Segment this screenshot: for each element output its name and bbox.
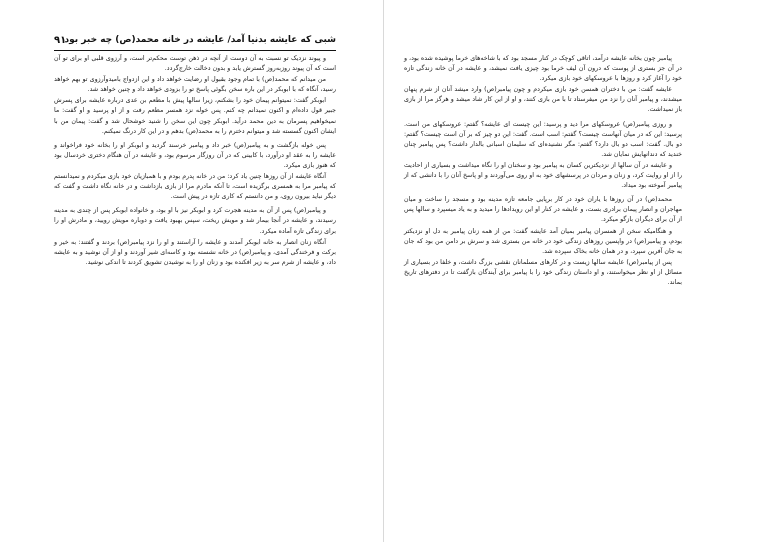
left-page-number: ٩١	[54, 35, 67, 46]
right-page-body	[404, 54, 682, 289]
left-paragraph: پس خوله بازگشت و به پیامبر(ص) خبر داد و پیامبر خرسند گردید و ابوبکر او را بخانه خود فراخواند و عایشه را به عقد او درآورد، با کابینی که در آن روزگار مرسوم بود، و عایشه در آن هنگام دختری خردسال بود که هنوز بازی میکرد.	[54, 141, 336, 169]
right-paragraph: عایشه گفت: من با دختران همسن خود بازی میکردم و چون پیامبر(ص) وارد میشد آنان از شرم پنهان میشدند، و پیامبر آنان را نزد من میفرستاد تا با من بازی کنند، و او از این کار شاد میشد و هرگز مرا از بازی باز نمیداشت.	[404, 86, 682, 114]
left-page-body	[54, 54, 336, 269]
right-paragraph: محمد(ص) در آن روزها با یاران خود در کار برپایی جامعه تازه مدینه بود و مسجد را ساخت و میان مهاجران و انصار پیمان برادری بست، و عایشه در کنار او این رویدادها را میدید و به یاد میسپرد و سالها پس از آن برای دیگران بازگو میکرد.	[404, 196, 682, 224]
left-page-header	[54, 34, 336, 51]
right-paragraph: و روزی پیامبر(ص) عروسکهای مرا دید و پرسید: این چیست ای عایشه؟ گفتم: عروسکهای من است. پرسید: این که در میان آنهاست چیست؟ گفتم: اسب است. گفت: این دو چیز که بر آن است چیست؟ گفتم: دو بال. گفت: اسب دو بال دارد؟ گفتم: مگر نشنیده‌ای که سلیمان اسبانی بالدار داشت؟ پس پیامبر چنان خندید که دندانهایش نمایان شد.	[404, 120, 682, 158]
left-paragraph: ابوبکر گفت: نمیتوانم پیمان خود را بشکنم، زیرا سالها پیش با مطعم بن عدی درباره عایشه برای پسرش جبیر قول داده‌ام و اکنون نمیدانم چه کنم. پس خوله نزد همسر مطعم رفت و از او پرسید و او گفت: ما نمیخواهیم پسرمان به دین محمد درآید. ابوبکر چون این سخن را شنید خوشحال شد و گفت: پیمان من با ایشان اکنون گسسته شد و میتوانم دخترم را به محمد(ص) بدهم و در این کار درنگ نمیکنم.	[54, 97, 336, 135]
left-paragraph: من میدانم که محمد(ص) با تمام وجود بقبول او رضایت خواهد داد و این ازدواج بامیدوآرزوی تو بهم خواهد رسید، آنگاه که با ابوبکر در این باره سخن بگوئی پاسخ تو را بزودی خواهد داد و چنین خواهد شد.	[54, 76, 336, 94]
right-paragraph: پس از پیامبر(ص) عایشه سالها زیست و در کارهای مسلمانان نقشی بزرگ داشت، و خلفا در بسیاری از مسائل از او نظر میخواستند، و او داستان زندگی خود را با پیامبر برای آیندگان بازگفت تا در دفترهای تاریخ بماند.	[404, 258, 682, 286]
right-paragraph: و هنگامیکه سخن از همسران پیامبر بمیان آمد عایشه گفت: من از همه زنان پیامبر به دل او نزدیکتر بودم، و پیامبر(ص) در واپسین روزهای زندگی خود در خانه من بستری شد و سرش بر دامن من بود که جان به جان آفرین سپرد، و در همان خانه بخاک سپرده شد.	[404, 227, 682, 255]
right-paragraph: و عایشه در آن سالها از نزدیکترین کسان به پیامبر بود و سخنان او را نگاه میداشت و بسیاری از احادیث را از او روایت کرد، و زنان و مردان در پرسشهای خود به او روی می‌آوردند و او پاسخ آنان را با دانشی که از پیامبر آموخته بود میداد.	[404, 161, 682, 190]
left-paragraph: و پیامبر(ص) پس از آن به مدینه هجرت کرد و ابوبکر نیز با او بود، و خانواده ابوبکر پس از چندی به مدینه رسیدند، و عایشه در آنجا بیمار شد و مویش ریخت، سپس بهبود یافت و دوباره مویش رویید، و مادرش او را برای زندگی تازه آماده میکرد.	[54, 207, 336, 235]
right-paragraph: پیامبر چون بخانه عایشه درآمد، اتاقی کوچک در کنار مسجد بود که با شاخه‌های خرما پوشیده شده بود، و در آن جز بستری از پوست که درون آن لیف خرما بود چیزی یافت نمیشد، و عایشه در آن خانه زندگی تازه خود را آغاز کرد و روزها با عروسکهای خود بازی میکرد.	[404, 55, 682, 83]
left-paragraph: و پیوند نزدیک تو نسبت به آن دوست از آنچه در ذهن توست محکم‌تر است، و آرزوی قلبی او برای تو آن است که آن پیوند روزبه‌روز گسترش یابد و بدون دخالت خارج‌گردد.	[54, 55, 336, 73]
left-running-title: شبی که عایشه بدنیا آمد/ عایشه در خانه محمد(ص) چه خبر بود	[64, 35, 336, 45]
left-paragraph: آنگاه عایشه از آن روزها چنین یاد کرد: من در خانه پدرم بودم و با همبازیان خود بازی میکردم و نمیدانستم که پیامبر مرا به همسری برگزیده است، تا آنکه مادرم مرا از بازی بازداشت و در خانه نگاه داشت و گفت که دیگر نباید بیرون روی، و من دانستم که کاری تازه در پیش است.	[54, 173, 336, 201]
left-paragraph: آنگاه زنان انصار به خانه ابوبکر آمدند و عایشه را آراستند و او را نزد پیامبر(ص) بردند و گفتند: به خیر و برکت و فرخندگی آمدی، و پیامبر(ص) در خانه نشسته بود و کاسه‌ای شیر آوردند و او از آن نوشید و به عایشه داد، و عایشه از شرم سر به زیر افکنده بود و زنان او را به نوشیدن تشویق کردند تا اندکی نوشید.	[54, 238, 336, 266]
